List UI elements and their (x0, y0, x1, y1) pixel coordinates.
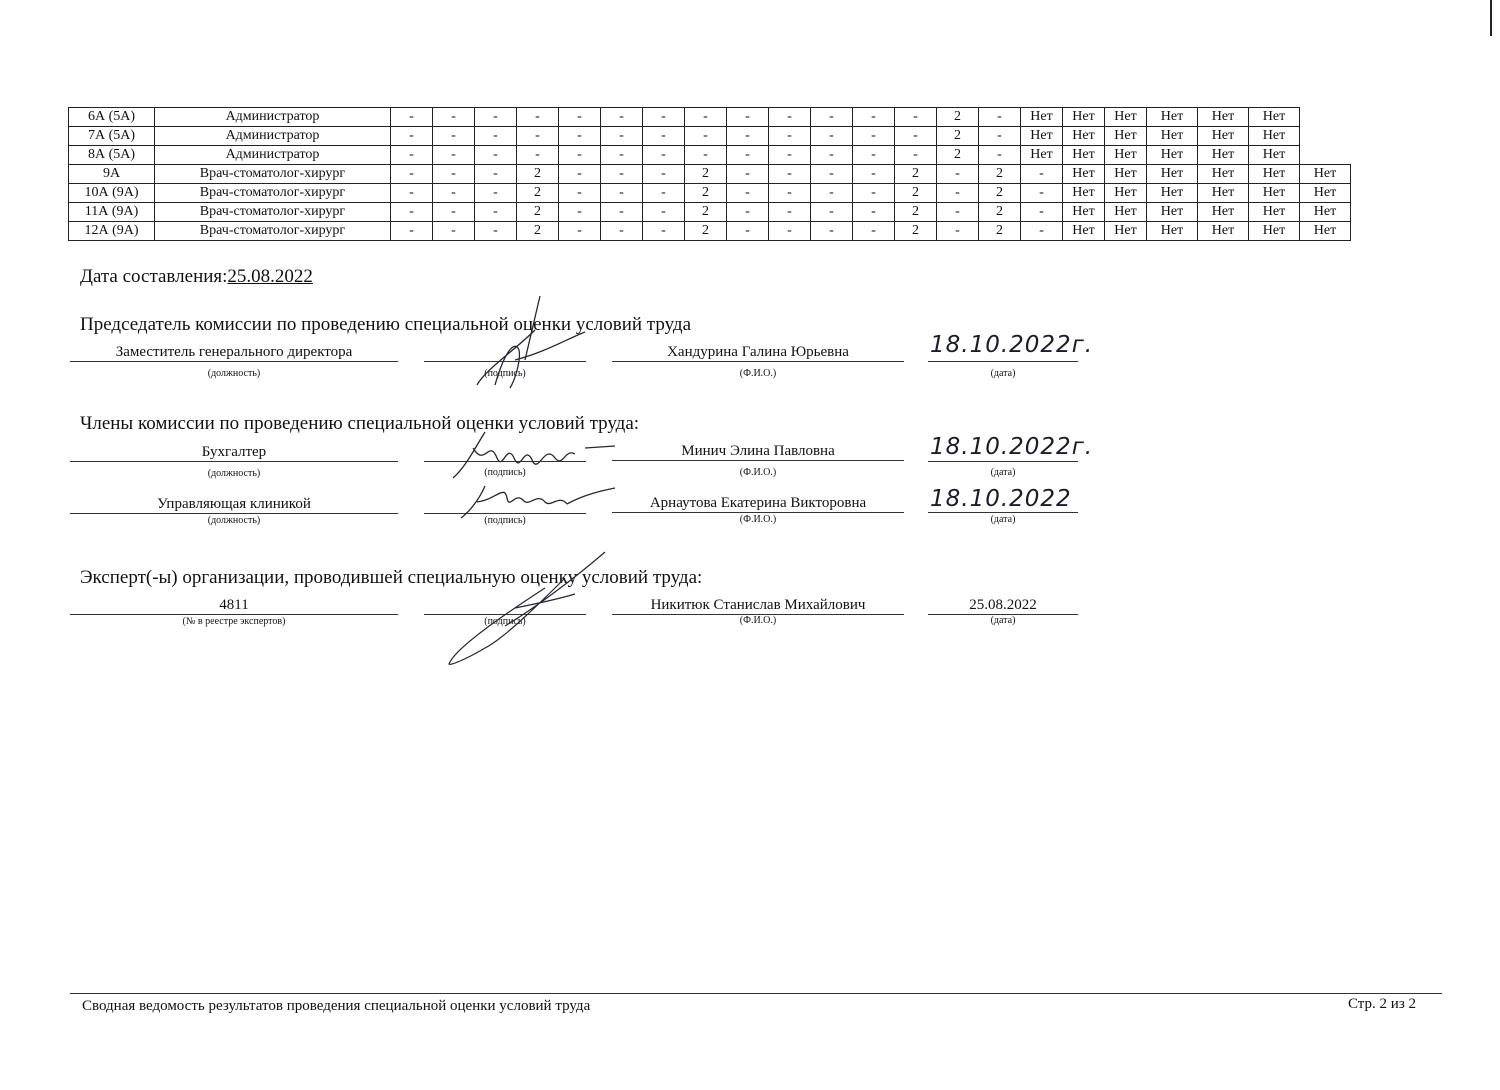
table-cell: Нет (1198, 146, 1249, 165)
results-table-body (69, 108, 1448, 241)
job-title-cell: Врач-стоматолог-хирург (155, 222, 391, 241)
scan-edge-mark (1490, 0, 1492, 36)
table-cell: - (895, 127, 937, 146)
table-cell: - (853, 127, 895, 146)
table-cell: - (1021, 203, 1063, 222)
table-cell: - (643, 127, 685, 146)
table-cell: - (433, 203, 475, 222)
expert-name: Никитюк Станислав Михайлович (612, 596, 904, 615)
table-cell: Нет (1105, 165, 1147, 184)
table-cell: - (685, 146, 727, 165)
compiled-date-block (80, 266, 313, 288)
table-cell: Нет (1147, 184, 1198, 203)
table-cell: - (937, 222, 979, 241)
table-cell: - (391, 146, 433, 165)
footer-rule (70, 993, 1442, 994)
table-cell: Нет (1021, 146, 1063, 165)
table-cell: - (643, 203, 685, 222)
expert-heading: Эксперт(-ы) организации, проводившей специальную оценку условий труда: (80, 567, 703, 588)
table-cell: - (433, 108, 475, 127)
table-cell: Нет (1198, 165, 1249, 184)
expert-date: 25.08.2022 (928, 596, 1078, 615)
table-cell: 2 (979, 203, 1021, 222)
member-1-signature-caption: (подпись) (484, 467, 526, 478)
table-cell: - (643, 222, 685, 241)
table-row (69, 165, 1448, 184)
table-cell: Нет (1147, 165, 1198, 184)
table-cell: - (727, 108, 769, 127)
table-cell: - (517, 146, 559, 165)
table-cell: - (811, 222, 853, 241)
table-cell: - (475, 222, 517, 241)
table-cell: - (391, 184, 433, 203)
expert-signature (445, 548, 615, 670)
table-cell: - (475, 127, 517, 146)
table-cell: - (601, 146, 643, 165)
table-cell: - (853, 108, 895, 127)
table-cell: - (769, 108, 811, 127)
table-cell: - (643, 184, 685, 203)
table-cell: 2 (685, 184, 727, 203)
table-cell: - (559, 203, 601, 222)
table-cell: - (391, 165, 433, 184)
table-cell: 2 (937, 146, 979, 165)
chair-heading: Председатель комиссии по проведению специальной оценки условий труда (80, 314, 691, 335)
table-cell: - (685, 108, 727, 127)
table-cell: - (433, 184, 475, 203)
table-cell: - (769, 222, 811, 241)
table-cell: - (979, 108, 1021, 127)
table-cell: - (559, 108, 601, 127)
workplace-code-cell: 9А (69, 165, 155, 184)
workplace-code-cell: 6А (5А) (69, 108, 155, 127)
table-cell: - (685, 127, 727, 146)
table-cell: - (475, 203, 517, 222)
chair-date-caption: (дата) (990, 368, 1016, 379)
table-cell: - (643, 108, 685, 127)
table-row (69, 184, 1448, 203)
table-cell: Нет (1147, 146, 1198, 165)
table-cell: - (433, 146, 475, 165)
table-cell: - (643, 165, 685, 184)
table-cell: Нет (1249, 222, 1300, 241)
table-cell: - (475, 108, 517, 127)
table-cell: - (559, 146, 601, 165)
member-1-date-handwritten: 18.10.2022г. (930, 434, 1094, 460)
workplace-code-cell: 8А (5А) (69, 146, 155, 165)
table-cell: 2 (979, 222, 1021, 241)
compiled-date-label: Дата составления: (80, 266, 228, 287)
table-cell: - (811, 127, 853, 146)
table-cell: - (559, 222, 601, 241)
table-cell: Нет (1063, 165, 1105, 184)
table-cell: Нет (1063, 108, 1105, 127)
member-2-date-caption: (дата) (990, 514, 1016, 525)
table-cell: Нет (1249, 165, 1300, 184)
job-title-cell: Врач-стоматолог-хирург (155, 184, 391, 203)
table-cell: - (727, 165, 769, 184)
table-cell: Нет (1063, 146, 1105, 165)
table-cell: Нет (1147, 203, 1198, 222)
table-cell: - (559, 184, 601, 203)
job-title-cell: Администратор (155, 127, 391, 146)
table-cell: - (937, 184, 979, 203)
table-cell: - (979, 146, 1021, 165)
table-cell: Нет (1198, 108, 1249, 127)
footer-title: Сводная ведомость результатов проведения специальной оценки условий труда (82, 998, 591, 1014)
table-cell: Нет (1198, 203, 1249, 222)
workplace-code-cell: 11А (9А) (69, 203, 155, 222)
member-1-name: Минич Элина Павловна (612, 442, 904, 461)
chair-signature-caption: (подпись) (484, 368, 526, 379)
table-cell: 2 (979, 184, 1021, 203)
table-cell: Нет (1300, 222, 1351, 241)
member-1-signature (445, 428, 625, 488)
table-cell: - (433, 127, 475, 146)
table-cell: Нет (1021, 108, 1063, 127)
table-cell: - (601, 108, 643, 127)
chair-date-handwritten: 18.10.2022г. (930, 332, 1094, 358)
table-cell: - (1021, 222, 1063, 241)
member-2-name: Арнаутова Екатерина Викторовна (612, 494, 904, 513)
member-1-date-caption: (дата) (990, 467, 1016, 478)
expert-registry-number: 4811 (70, 596, 398, 615)
table-cell: 2 (685, 165, 727, 184)
table-cell: 2 (685, 203, 727, 222)
table-cell: - (517, 108, 559, 127)
table-cell: - (853, 222, 895, 241)
table-cell: - (853, 165, 895, 184)
table-cell: - (979, 127, 1021, 146)
table-cell: Нет (1063, 222, 1105, 241)
table-cell: - (391, 127, 433, 146)
table-row (69, 108, 1448, 127)
table-cell: - (433, 165, 475, 184)
job-title-cell: Врач-стоматолог-хирург (155, 165, 391, 184)
table-cell: - (937, 165, 979, 184)
chair-position: Заместитель генерального директора (70, 343, 398, 362)
table-row (69, 146, 1448, 165)
table-cell: - (811, 108, 853, 127)
table-cell: - (1021, 165, 1063, 184)
table-cell: - (391, 203, 433, 222)
member-2-position-caption: (должность) (207, 515, 261, 526)
table-cell: - (727, 184, 769, 203)
results-table (68, 107, 1448, 241)
member-2-signature (455, 480, 625, 525)
table-cell: Нет (1300, 165, 1351, 184)
table-cell: - (475, 184, 517, 203)
table-cell: 2 (937, 127, 979, 146)
table-cell: - (769, 203, 811, 222)
table-cell: 2 (937, 108, 979, 127)
table-cell: Нет (1249, 108, 1300, 127)
table-cell: Нет (1198, 184, 1249, 203)
table-cell: - (517, 127, 559, 146)
table-cell: 2 (895, 165, 937, 184)
table-cell: Нет (1300, 203, 1351, 222)
table-cell: - (769, 184, 811, 203)
table-cell: 2 (517, 184, 559, 203)
table-cell: 2 (895, 184, 937, 203)
table-cell: Нет (1105, 146, 1147, 165)
table-cell: 2 (895, 222, 937, 241)
table-cell: Нет (1198, 222, 1249, 241)
chair-name: Хандурина Галина Юрьевна (612, 343, 904, 362)
workplace-code-cell: 12А (9А) (69, 222, 155, 241)
member-1-position-caption: (должность) (207, 468, 261, 479)
table-cell: Нет (1147, 108, 1198, 127)
member-2-position: Управляющая клиникой (70, 495, 398, 514)
table-cell: - (601, 165, 643, 184)
table-cell: - (811, 184, 853, 203)
table-cell: - (853, 146, 895, 165)
table-cell: - (895, 146, 937, 165)
table-cell: - (853, 203, 895, 222)
table-cell: - (601, 127, 643, 146)
table-cell: - (391, 222, 433, 241)
table-cell: - (601, 203, 643, 222)
member-2-fio-caption: (Ф.И.О.) (739, 514, 777, 525)
table-row (69, 203, 1448, 222)
table-cell: - (727, 203, 769, 222)
table-cell: - (391, 108, 433, 127)
table-cell: - (937, 203, 979, 222)
expert-signature-caption: (подпись) (484, 616, 526, 627)
table-cell: - (433, 222, 475, 241)
table-cell: 2 (685, 222, 727, 241)
table-row (69, 222, 1448, 241)
table-cell: - (643, 146, 685, 165)
job-title-cell: Врач-стоматолог-хирург (155, 203, 391, 222)
table-cell: 2 (517, 203, 559, 222)
table-cell: 2 (517, 165, 559, 184)
table-cell: Нет (1249, 146, 1300, 165)
job-title-cell: Администратор (155, 146, 391, 165)
table-cell: - (769, 146, 811, 165)
member-1-position: Бухгалтер (70, 443, 398, 462)
expert-registry-caption: (№ в реестре экспертов) (182, 616, 286, 627)
table-cell: - (811, 203, 853, 222)
compiled-date-value: 25.08.2022 (227, 266, 313, 287)
table-cell: 2 (895, 203, 937, 222)
table-cell: - (475, 165, 517, 184)
table-cell: Нет (1249, 127, 1300, 146)
workplace-code-cell: 7А (5А) (69, 127, 155, 146)
table-row (69, 127, 1448, 146)
chair-fio-caption: (Ф.И.О.) (739, 368, 777, 379)
table-cell: - (601, 184, 643, 203)
expert-fio-caption: (Ф.И.О.) (739, 615, 777, 626)
table-cell: Нет (1063, 203, 1105, 222)
table-cell: - (895, 108, 937, 127)
table-cell: Нет (1249, 203, 1300, 222)
table-cell: - (811, 165, 853, 184)
table-cell: - (727, 222, 769, 241)
table-cell: Нет (1105, 184, 1147, 203)
table-cell: Нет (1105, 203, 1147, 222)
table-cell: - (769, 127, 811, 146)
table-cell: Нет (1105, 108, 1147, 127)
job-title-cell: Администратор (155, 108, 391, 127)
table-cell: - (727, 146, 769, 165)
table-cell: Нет (1300, 184, 1351, 203)
table-cell: - (559, 165, 601, 184)
table-cell: Нет (1063, 184, 1105, 203)
table-cell: - (811, 146, 853, 165)
table-cell: - (601, 222, 643, 241)
table-cell: Нет (1105, 222, 1147, 241)
chair-position-caption: (должность) (207, 368, 261, 379)
table-cell: - (769, 165, 811, 184)
member-1-fio-caption: (Ф.И.О.) (739, 467, 777, 478)
table-cell: Нет (1021, 127, 1063, 146)
table-cell: Нет (1147, 127, 1198, 146)
chair-signature (455, 290, 595, 400)
expert-date-caption: (дата) (990, 615, 1016, 626)
footer-page-number: Стр. 2 из 2 (1348, 996, 1416, 1012)
member-2-signature-caption: (подпись) (484, 515, 526, 526)
workplace-code-cell: 10А (9А) (69, 184, 155, 203)
table-cell: Нет (1198, 127, 1249, 146)
table-cell: - (1021, 184, 1063, 203)
table-cell: - (727, 127, 769, 146)
table-cell: Нет (1063, 127, 1105, 146)
table-cell: Нет (1249, 184, 1300, 203)
table-cell: - (559, 127, 601, 146)
table-cell: 2 (517, 222, 559, 241)
member-2-date-handwritten: 18.10.2022 (930, 486, 1072, 512)
table-cell: Нет (1105, 127, 1147, 146)
table-cell: - (475, 146, 517, 165)
table-cell: - (853, 184, 895, 203)
table-cell: Нет (1147, 222, 1198, 241)
table-cell: 2 (979, 165, 1021, 184)
members-heading: Члены комиссии по проведению специальной оценки условий труда: (80, 413, 640, 434)
